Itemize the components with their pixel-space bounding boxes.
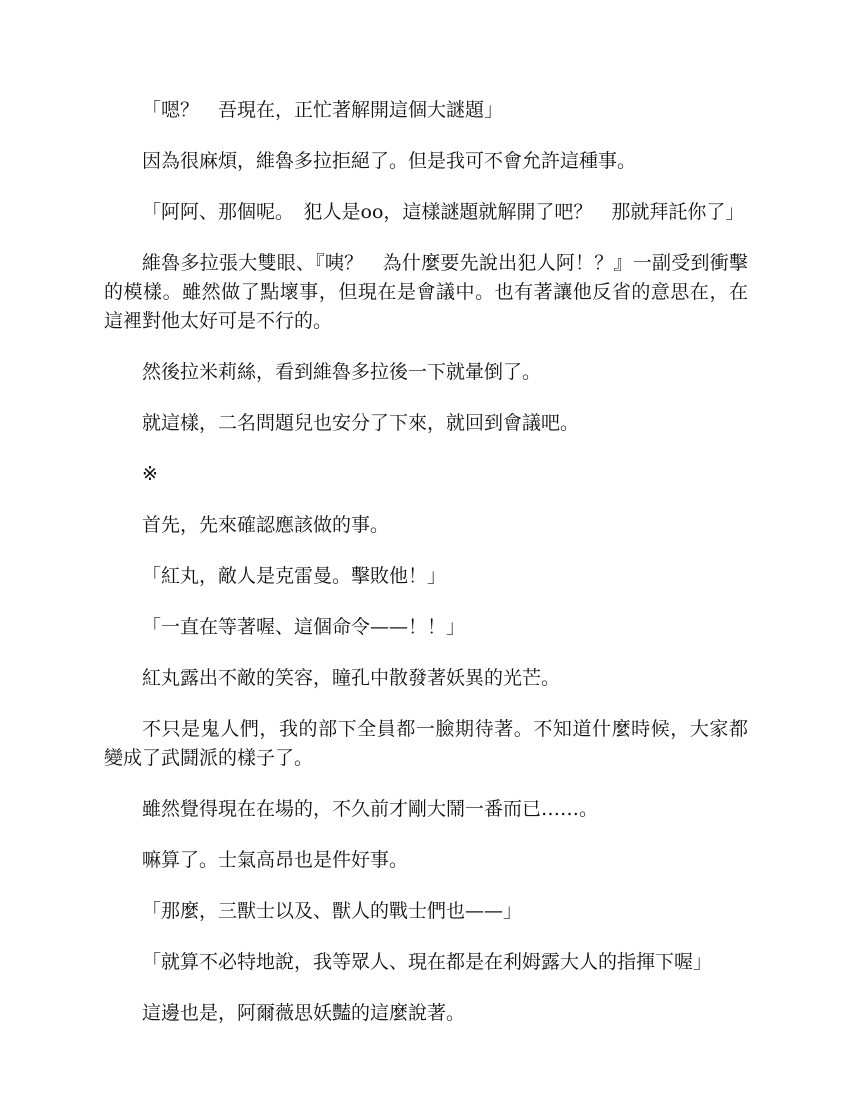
paragraph: 「就算不必特地說，我等眾人、現在都是在利姆露大人的指揮下喔」 [142,951,713,973]
paragraph: 紅丸露出不敵的笑容，瞳孔中散發著妖異的光芒。 [142,667,561,689]
paragraph: 「那麼，三獸士以及、獸人的戰士們也——」 [142,900,523,922]
paragraph: 就這樣，二名問題兒也安分了下來，就回到會議吧。 [142,412,580,434]
paragraph: 「嗯？ 吾現在，正忙著解開這個大謎題」 [142,99,504,121]
paragraph: 「一直在等著喔、這個命令——！！」 [142,616,466,638]
paragraph: 「阿阿、那個呢。 犯人是oo，這樣謎題就解開了吧？ 那就拜託你了」 [142,201,745,223]
paragraph: 然後拉米莉絲，看到維魯多拉後一下就暈倒了。 [142,361,542,383]
paragraph: 「紅丸，敵人是克雷曼。擊敗他！」 [142,565,447,587]
paragraph: 嘛算了。士氣高昂也是件好事。 [142,849,409,871]
paragraph: 雖然覺得現在在場的，不久前才剛大鬧一番而已……。 [142,798,599,820]
paragraph: 這邊也是，阿爾薇思妖豔的這麼說著。 [142,1002,466,1024]
paragraph: 首先，先來確認應該做的事。 [142,514,390,536]
document-page [104,96,748,1050]
scene-break-marker: ※ [142,463,158,485]
paragraph: 因為很麻煩，維魯多拉拒絕了。但是我可不會允許這種事。 [142,150,637,172]
paragraph: 不只是鬼人們，我的部下全員都一臉期待著。不知道什麼時候，大家都變成了武鬪派的樣子了。 [104,718,748,769]
paragraph: 維魯多拉張大雙眼、『咦？ 為什麼要先說出犯人阿！？』一副受到衝擊的模樣。雖然做了點壞事，但現在是會議中。也有著讓他反省的意思在，在這裡對他太好可是不行的。 [104,252,748,332]
